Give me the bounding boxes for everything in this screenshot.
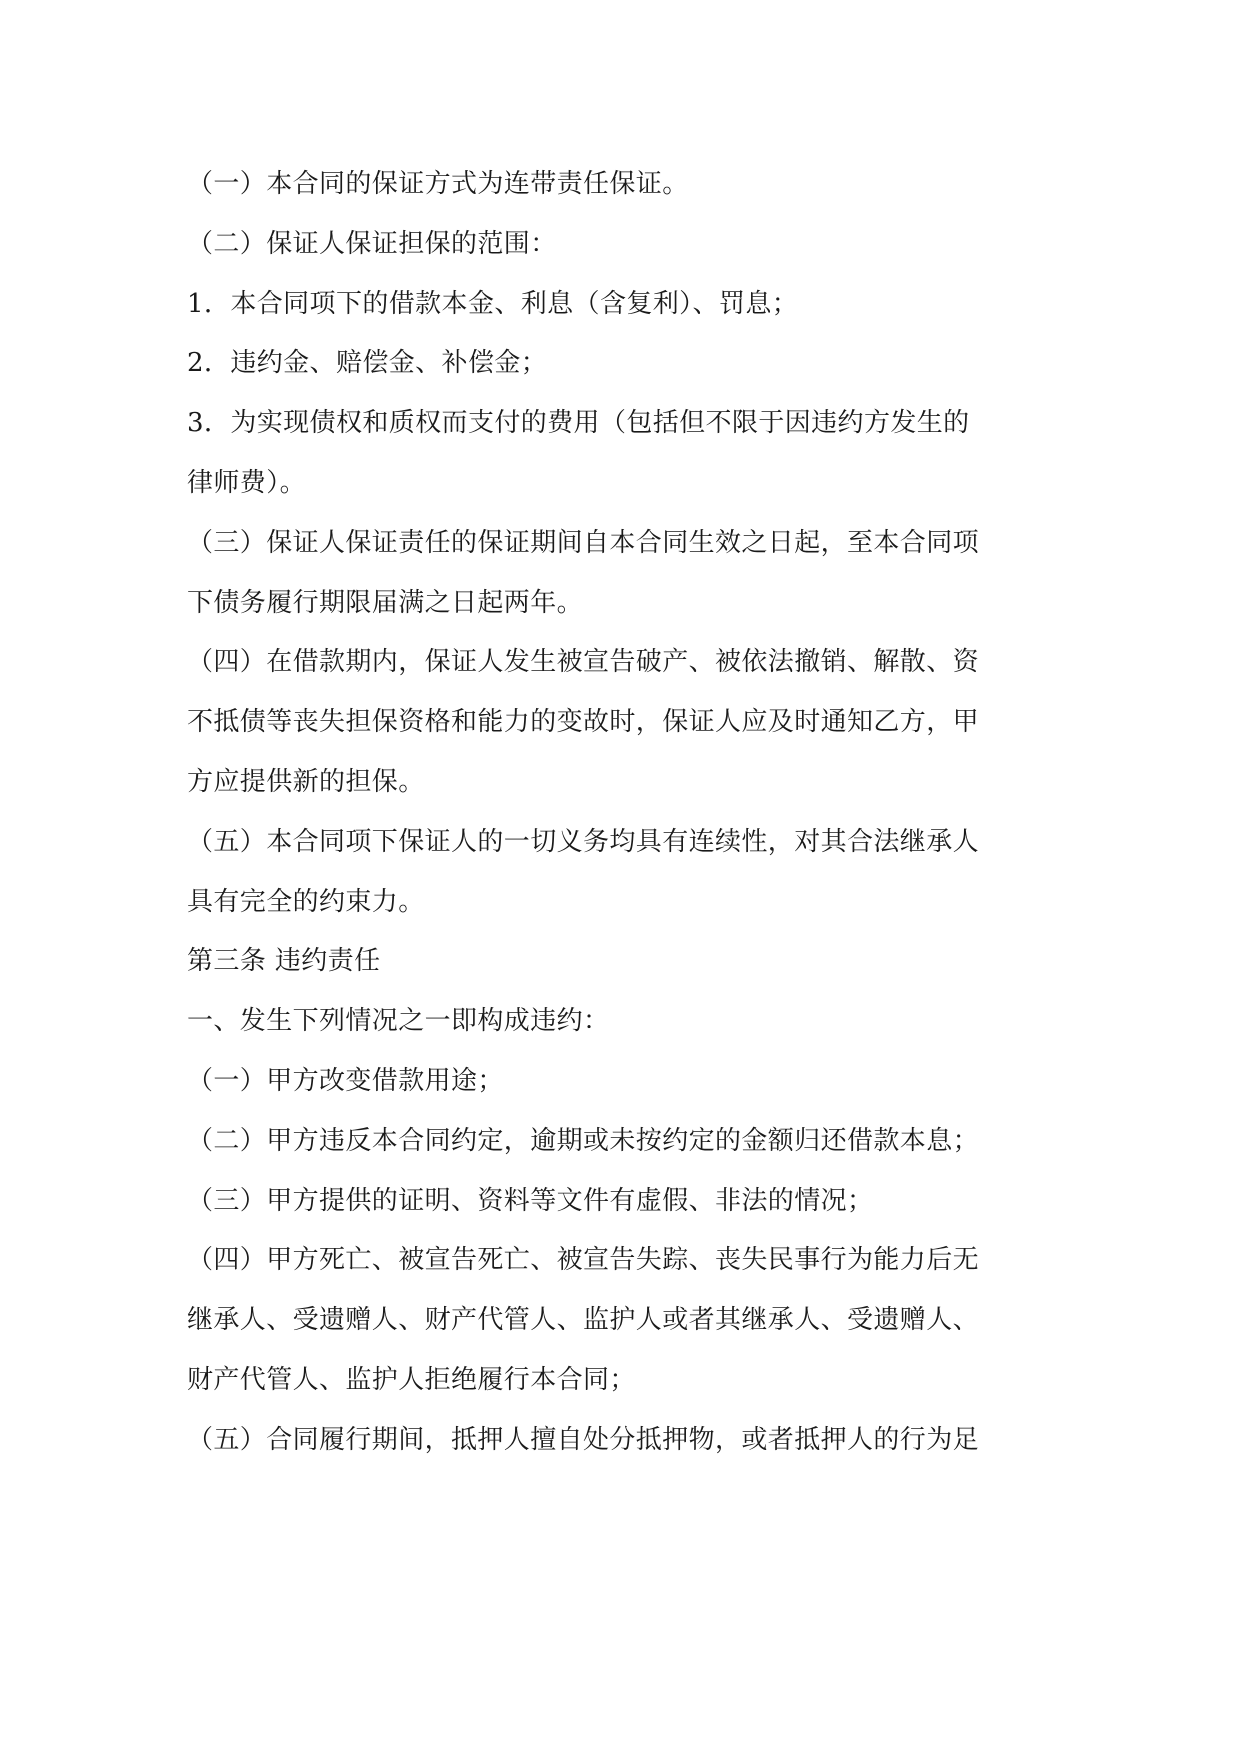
- paragraph-line: 2．违约金、赔偿金、补偿金；: [187, 348, 548, 379]
- paragraph-line: （五）合同履行期间，抵押人擅自处分抵押物，或者抵押人的行为足: [187, 1424, 980, 1455]
- paragraph-line: （一）本合同的保证方式为连带责任保证。: [187, 169, 689, 199]
- paragraph-line: 一、发生下列情况之一即构成违约：: [187, 1006, 610, 1037]
- paragraph-line: 下债务履行期限届满之日起两年。: [187, 587, 584, 618]
- paragraph-line: （二）甲方违反本合同约定，逾期或未按约定的金额归还借款本息；: [187, 1125, 980, 1156]
- contract-text: [187, 155, 1067, 1471]
- paragraph-line: 律师费）。: [187, 467, 307, 498]
- paragraph-line: 1．本合同项下的借款本金、利息（含复利）、罚息；: [187, 288, 799, 319]
- paragraph-line: 3．为实现债权和质权而支付的费用（包括但不限于因违约方发生的: [187, 408, 970, 439]
- paragraph-line: 具有完全的约束力。: [187, 886, 425, 917]
- paragraph-line: 财产代管人、监护人拒绝履行本合同；: [187, 1364, 636, 1395]
- paragraph-line: （三）保证人保证责任的保证期间自本合同生效之日起，至本合同项: [187, 527, 980, 558]
- paragraph-line: 不抵债等丧失担保资格和能力的变故时，保证人应及时通知乙方，甲: [187, 707, 980, 738]
- paragraph-line: （三）甲方提供的证明、资料等文件有虚假、非法的情况；: [187, 1185, 874, 1216]
- paragraph-line: （四）甲方死亡、被宣告死亡、被宣告失踪、丧失民事行为能力后无: [187, 1245, 980, 1276]
- paragraph-line: （二）保证人保证担保的范围：: [187, 228, 557, 259]
- paragraph-line: （五）本合同项下保证人的一切义务均具有连续性，对其合法继承人: [187, 826, 980, 857]
- paragraph-line: （四）在借款期内，保证人发生被宣告破产、被依法撤销、解散、资: [187, 647, 980, 678]
- section-heading: 第三条 违约责任: [187, 946, 381, 977]
- paragraph-line: 继承人、受遗赠人、财产代管人、监护人或者其继承人、受遗赠人、: [187, 1305, 980, 1336]
- paragraph-line: 方应提供新的担保。: [187, 766, 425, 797]
- paragraph-line: （一）甲方改变借款用途；: [187, 1065, 504, 1096]
